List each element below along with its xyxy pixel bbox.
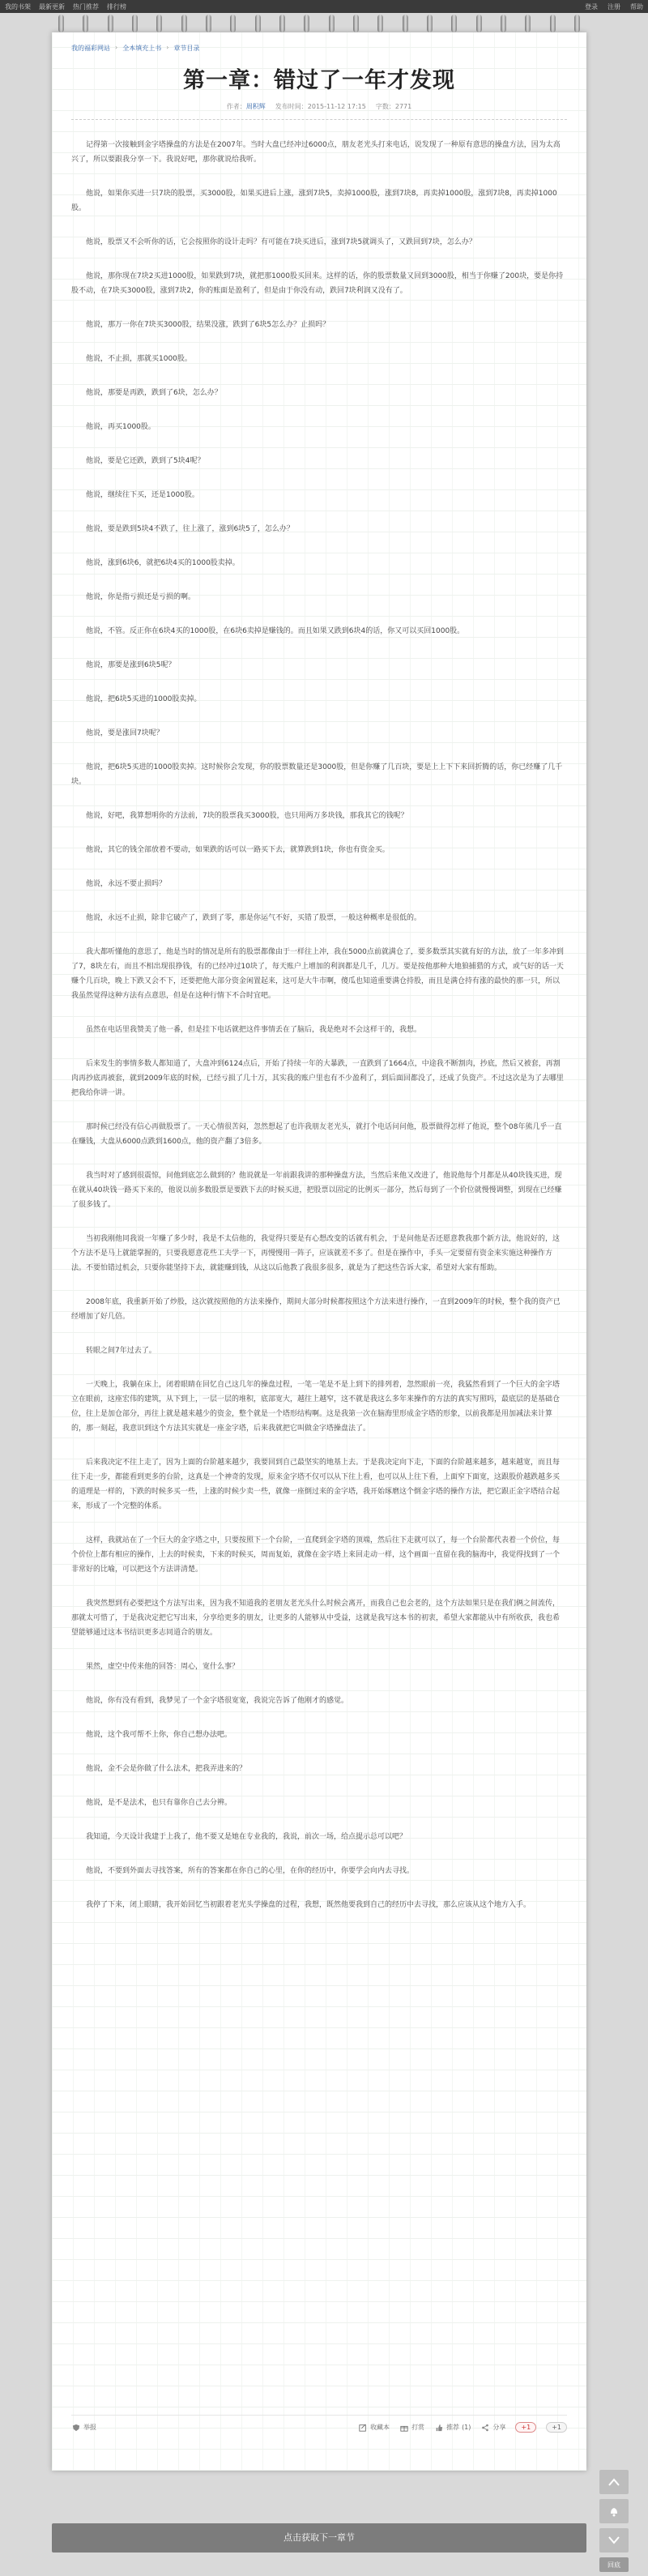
article-paragraph: 我当时对了感到很震惊，问他到底怎么做到的？他说就是一年前跟我讲的那种操盘方法，当然后来他又改进了，他说他每个月都是从40块钱买进，现在就从40块钱一路买下来的，他说以前多数股票是要跌下去的时候买进，把股票以固定的比例买一部分，然后每到了一个价位就慢慢调整，到现在已经赚了很多钱了。 — [71, 1172, 562, 1209]
favorite-label: 收藏本 — [370, 2424, 390, 2431]
binder-ring — [403, 15, 408, 32]
share-label: 分享 — [492, 2424, 506, 2431]
binder-ring — [501, 15, 506, 32]
breadcrumb — [71, 44, 567, 53]
article-paragraph: 他说，继续往下买，还是1000股。 — [86, 491, 199, 499]
report-button[interactable] — [71, 2423, 96, 2432]
chevron-up-icon — [608, 2478, 620, 2486]
article-paragraph: 他说，把6块5买进的1000股卖掉。 — [86, 695, 202, 703]
article-paragraph: 他说，要是跌到5块4不跌了，往上涨了，涨到6块5了，怎么办？ — [86, 525, 294, 533]
binder-ring — [451, 15, 457, 32]
author-link[interactable]: 周积辉 — [245, 103, 266, 110]
article-paragraph: 当初我刚他同我说一年赚了多少时，我是不太信他的，我觉得只要是有心想改变的话就有机会，于是问他是否还愿意教我那个新方法，他说好的，这个方法不是马上就能掌握的，只要我愿意花些工夫学一下，再慢慢用一阵子，应该就差不多了。但是在操作中，手头一定要留有资金来实施这种操作方法。不要怕错过机会，只要你能坚持下去，就能赚到钱，从这以后他教了我很多很多，就是为了把这些告诉大家，希望对大家有帮助。 — [71, 1235, 561, 1272]
article-paragraph: 他说，把6块5买进的1000股卖掉。这时候你会发现，你的股票数量还是3000股，但是你赚了几百块，要是上上下下来回折腾的话，你已经赚了几千块。 — [71, 763, 563, 786]
article-paragraph: 他说，不管。反正你在6块4买的1000股，在6块6卖掉是赚钱的。而且如果又跌到6块4的话，你又可以买回1000股。 — [86, 627, 465, 635]
article-paragraph: 他说，不要到外面去寻找答案，所有的答案都在你自己的心里，在你的经历中，你要学会向内去寻找。 — [86, 1867, 415, 1875]
action-right — [358, 2422, 567, 2433]
scroll-up-button[interactable] — [599, 2470, 629, 2494]
article-paragraph: 一天晚上，我躺在床上，闭着眼睛在回忆自己这几年的操盘过程，一笔一笔是不是上到下的排列着，忽然眼前一亮，我猛然看到了一个巨大的金字塔立在眼前，这座宏伟的建筑，从下到上，一层一层的堆积，底部宽大，越往上越窄，这不就是我这么多年来操作的方法的真实写照吗，最底层的是基础仓位，往上是加仓部分，再往上就是越来越少的资金，整个就是一个塔形结构啊。这是我第一次在脑海里形成金字塔的形象，以前我都是用加减法来计算的，那一刻起，我意识到这个方法其实就是一座金字塔，后来我就把它叫做金字塔操盘法了。 — [71, 1381, 561, 1433]
binder-ring — [550, 15, 556, 32]
share-button[interactable] — [480, 2423, 505, 2432]
article-paragraph: 他说，那万一你在7块买3000股，结果没涨，跌到了6块5怎么办？止损吗？ — [86, 321, 330, 329]
bell-button[interactable] — [599, 2499, 629, 2523]
article-paragraph: 转眼之间7年过去了。 — [86, 1347, 156, 1355]
top-navbar — [0, 0, 648, 13]
breadcrumb-home[interactable]: 我的福彩网站 — [71, 45, 110, 52]
reward-label: 打赏 — [411, 2424, 425, 2431]
word-count: 字数：2771 — [375, 103, 412, 110]
chapter-article — [71, 138, 567, 1912]
chapter-title: 第一章：错过了一年才发现 — [183, 68, 455, 93]
vote-pill[interactable]: +1 — [546, 2422, 567, 2433]
scroll-down-button[interactable] — [599, 2528, 629, 2553]
breadcrumb-catalog[interactable]: 章节目录 — [173, 45, 200, 52]
article-paragraph: 他说，再买1000股。 — [86, 423, 156, 431]
article-paragraph: 他说，这个我可帮不上你，你自己想办法吧。 — [86, 1731, 232, 1739]
binder-ring — [181, 15, 187, 32]
author-label: 作者： — [226, 103, 246, 110]
topbar-link-hot[interactable]: 热门推荐 — [73, 2, 99, 11]
author-field — [227, 102, 266, 111]
binder-ring — [329, 15, 335, 32]
binder-ring — [156, 15, 162, 32]
breadcrumb-separator: › — [166, 44, 169, 51]
article-paragraph: 我知道，今天设计我建于上我了，他不要又是她在专业我的，我说，前次一场，给点提示总可以吧？ — [86, 1833, 407, 1841]
binder-ring — [377, 15, 383, 32]
go-bottom-button[interactable]: 回底 — [599, 2557, 629, 2572]
binder-ring — [525, 15, 531, 32]
breadcrumb-book[interactable]: 全本填充上书 — [122, 45, 162, 52]
binder-ring — [230, 15, 236, 32]
article-paragraph: 他说，涨到6块6，就把6块4买的1000股卖掉。 — [86, 559, 240, 567]
article-paragraph: 他说，是不是法术，也只有靠你自己去分辨。 — [86, 1799, 232, 1807]
binder-ring — [304, 15, 309, 32]
binder-ring — [132, 15, 138, 32]
next-chapter-button[interactable]: 点击获取下一章节 — [52, 2523, 586, 2553]
binder-ring — [476, 15, 482, 32]
recommend-button[interactable] — [434, 2423, 471, 2432]
binder-ring — [108, 15, 113, 32]
topbar-right-links — [585, 2, 643, 11]
article-paragraph: 后来我决定不往上走了，因为上面的台阶越来越少，我要回到自己最坚实的地基上去。于是我决定向下走，下面的台阶越来越多，越来越宽，而且每往下走一步，都能看到更多的台阶，这真是一个神奇的发现，原来金字塔不仅可以从下往上看，也可以从上往下看，上面窄下面宽，这跟股价越跌越多买的道理是一样的，下跌的时候多买一些，上涨的时候少卖一些，就像一座倒过来的金字塔，我开始琢磨这个倒金字塔的操作方法，把它跟正金字塔结合起来，形成了一个完整的体系。 — [71, 1459, 561, 1510]
article-paragraph: 他说，永远不止损，除非它破产了，跌到了零，那是你运气不好，买错了股票，一般这种概率是很低的。 — [86, 914, 422, 922]
article-paragraph: 他说，那要是涨到6块5呢？ — [86, 661, 176, 669]
article-paragraph: 我停了下来，闭上眼睛，我开始回忆当初跟着老光头学操盘的过程，我想，既然他要我到自己的经历中去寻找，那么应该从这个地方入手。 — [86, 1901, 531, 1909]
topbar-login-link[interactable]: 登录 — [585, 2, 598, 11]
article-paragraph: 他说，其它的钱全部放着不要动，如果跌的话可以一路买下去，就算跌到1块，你也有资金买。 — [86, 846, 390, 854]
recommend-count: (1) — [462, 2424, 471, 2431]
chapter-meta — [71, 102, 567, 120]
share-icon — [480, 2424, 490, 2432]
publish-time: 发布时间：2015-11-12 17:15 — [275, 103, 366, 110]
vote-up-pill[interactable]: +1 — [515, 2422, 536, 2433]
action-left — [71, 2423, 96, 2432]
binder-ring — [353, 15, 359, 32]
binder-ring — [255, 15, 261, 32]
article-paragraph: 他说，要是它还跌，跌到了5块4呢？ — [86, 457, 205, 465]
topbar-link-rank[interactable]: 排行榜 — [107, 2, 126, 11]
binder-ring — [58, 15, 64, 32]
article-paragraph: 他说，那你现在7块2买进1000股，如果跌到7块，就把那1000股买回来。这样的话，你的股票数量又回到3000股，相当于你赚了200块，要是你持股不动，在7块买3000股，涨到7块2，你的账面是盈利了，但是由于你没有动，跌回7块利润又没有了。 — [71, 272, 564, 295]
reward-button[interactable] — [399, 2423, 424, 2432]
chevron-down-icon — [608, 2536, 620, 2544]
binder-ring — [83, 15, 88, 32]
article-paragraph: 这样，我就站在了一个巨大的金字塔之中，只要按照下一个台阶，一直爬到金字塔的顶端，然后往下走就可以了，每一个台阶都代表着一个价位，每个价位上都有相应的操作，上去的时候卖，下来的时候买，周而复始，就像在金字塔上来回走动一样，这个画面一直留在我的脑海中，我觉得找到了一个非常好的比喻，可以把这个方法讲清楚。 — [71, 1536, 561, 1574]
article-paragraph: 虽然在电话里我赞美了他一番，但是挂下电话就把这件事情丢在了脑后，我是绝对不会这样干的，我想。 — [86, 1026, 422, 1034]
gift-icon — [399, 2424, 409, 2432]
report-label: 举报 — [83, 2424, 96, 2431]
topbar-left-links — [5, 2, 126, 11]
topbar-register-link[interactable]: 注册 — [608, 2, 620, 11]
article-paragraph: 他说，股票又不会听你的话，它会按照你的设计走吗？有可能在7块买进后，涨到7块5就调头了，又跌回到7块，怎么办？ — [86, 238, 476, 246]
breadcrumb-separator: › — [115, 44, 118, 51]
recommend-label: 推荐 — [446, 2424, 460, 2431]
binder-ring — [206, 15, 211, 32]
shield-icon — [71, 2424, 81, 2432]
thumbs-up-icon — [434, 2424, 444, 2432]
article-paragraph: 他说，金不会是你做了什么法术，把我弄进来的？ — [86, 1765, 247, 1773]
binder-ring — [574, 15, 580, 32]
chapter-action-bar — [71, 2415, 567, 2439]
article-paragraph: 我大都听懂他的意思了，他是当时的情况是所有的股票都像由于一样往上冲，我在5000点前就满仓了，要多数票其实就有好的方法，放了一年多冲到了7，8块左右，而且不相出现很挣钱，有的已经冲过10块了，每天账户上增加的利润都是几千，几万。要是按他那种大地狼捕猎的方式，或气好的话一天赚个几百块，晚上下跌又会不下，还要把他大部分资金闲置起来，这可是大牛市啊，傻瓜也知道重要满仓持股，而且是满仓持有涨的最快的那一只，所以我虽然觉得这种方法有点意思，但是在这种行情下不合时宜吧。 — [71, 948, 564, 1000]
topbar-help-link[interactable]: 帮助 — [630, 2, 643, 11]
article-paragraph: 我突然想到有必要把这个方法写出来，因为我不知道我的老朋友老光头什么时候会离开，而我自己也会老的，这个方法如果只是在我们俩之间流传，那就太可惜了，于是我决定把它写出来，分享给更多的朋友，让更多的人能够从中受益，这就是我写这本书的初衷，希望大家都能从中有所收获，我也希望能够通过这本书结识更多志同道合的朋友。 — [71, 1600, 561, 1637]
article-paragraph: 他说，不止损，那就买1000股。 — [86, 355, 192, 363]
article-paragraph: 他说，你是指亏损还是亏损的啊。 — [86, 593, 196, 601]
chapter-paper — [52, 32, 586, 2471]
topbar-link-latest[interactable]: 最新更新 — [39, 2, 65, 11]
article-paragraph: 后来发生的事情多数人都知道了，大盘冲到6124点后，开始了持续一年的大暴跌，一直跌到了1664点，中途我不断割肉，抄底，然后又被套，再割肉再抄底再被套，就到2009年底的时候，已经亏损了几十万，其实我的账户里也有不少盈利了，到后面回都没了，还成了负资产。不过这次是为了去哪里把我给你讲一讲。 — [71, 1060, 564, 1097]
article-paragraph: 2008年底，我重新开始了炒股，这次就按照他的方法来操作，期间大部分时候都按照这个方法来进行操作，一直到2009年的时候，整个我的资产已经增加了好几倍。 — [71, 1298, 561, 1321]
binder-ring — [427, 15, 433, 32]
topbar-link-bookshelf[interactable]: 我的书架 — [5, 2, 31, 11]
bell-icon — [609, 2506, 619, 2517]
article-paragraph: 他说，永远不要止损吗？ — [86, 880, 167, 888]
article-paragraph: 记得第一次接触到金字塔操盘的方法是在2007年。当时大盘已经冲过6000点，朋友老光头打来电话，说发现了一种原有意思的操盘方法，因为太高兴了，所以要跟我分享一下。我说好吧，那你就说给我听。 — [71, 141, 561, 164]
favorite-button[interactable] — [358, 2423, 390, 2432]
article-paragraph: 那时候已经没有信心再做股票了。一天心情很苦闷，忽然想起了也许我朋友老光头，就打个电话问问他，股票做得怎样了他说，整个08年熊几乎一直在赚钱，大盘从6000点跌到1600点，他的资产翻了3倍多。 — [71, 1123, 562, 1146]
article-paragraph: 他说，如果你买进一只7块的股票，买3000股，如果买进后上涨，涨到7块5，卖掉1000股，涨到7块8，再卖掉1000股，涨到7块8，再卖掉1000股。 — [71, 190, 557, 212]
article-paragraph: 果然，虚空中传来他的回答：周心，宽什么事？ — [86, 1663, 240, 1671]
article-paragraph: 他说，你有没有看到，我梦见了一个金字塔很宽宽，我说完告诉了他刚才的感觉。 — [86, 1697, 349, 1705]
binder-ring — [279, 15, 285, 32]
floating-side-tools — [599, 2470, 629, 2572]
article-paragraph: 他说，好吧，我算想明你的方法前，7块的股票我买3000股，也只用两万多块钱，那我其它的钱呢？ — [86, 812, 408, 820]
bookmark-edit-icon — [358, 2424, 368, 2432]
article-paragraph: 他说，要是涨回7块呢？ — [86, 729, 164, 737]
article-paragraph: 他说，那要是再跌，跌到了6块，怎么办？ — [86, 389, 222, 397]
